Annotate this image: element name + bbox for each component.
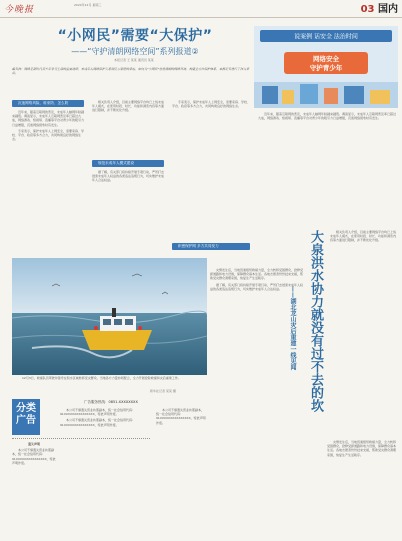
masthead bbox=[0, 0, 402, 18]
article-column-1 bbox=[12, 110, 86, 256]
article-byline: 本报记者 王 某某 通讯员 某某 bbox=[114, 58, 154, 62]
article-paragraph: 专家表示，保护未成年人上网安全，需要家庭、学校、平台、政府等多方合力，共同构建良好的网络生态。 bbox=[12, 128, 85, 142]
feature-headline-banner bbox=[307, 230, 323, 430]
section-name: 国内 bbox=[378, 4, 398, 15]
article-title-block bbox=[40, 25, 230, 57]
feature-column-2 bbox=[327, 440, 398, 540]
ad-listings bbox=[60, 408, 152, 540]
photo-credit: 新华社记者 某某 摄 bbox=[150, 389, 176, 393]
classified-ads-label bbox=[12, 399, 40, 435]
promo-line-2: 守护青少年 bbox=[309, 64, 343, 72]
article-paragraph: 专家表示，保护未成年人上网安全，需要家庭、学校、平台、政府等多方合力，共同构建良好的网络生态。 bbox=[172, 100, 251, 109]
section-number: 03 bbox=[360, 4, 375, 15]
promo-line-1: 网络安全 bbox=[313, 55, 339, 63]
issue-meta: 2024年12月 星期三 bbox=[74, 3, 102, 7]
article-title: “小网民”需要“大保护” bbox=[57, 28, 213, 44]
article-column-2 bbox=[92, 100, 166, 156]
rescue-boat-photo bbox=[12, 258, 207, 375]
ad-listings-2 bbox=[156, 408, 206, 540]
article-column-3 bbox=[172, 100, 252, 240]
ads-label-bottom: 广告 bbox=[16, 415, 36, 426]
feature-column-3 bbox=[330, 230, 398, 438]
ad-listing: 本公司不慎遗失营业执照副本，统一社会信用代码：91XXXXXXXXXXXXXXX，特此声明作废。 bbox=[60, 418, 136, 427]
subhead-2: 规范未成年人模式建设 bbox=[92, 160, 164, 167]
newspaper-logo: 今晚报 bbox=[4, 5, 35, 15]
article-lead: 编者按：网络是新时代青少年学习生活的重要场所，未成年人网络保护关系到亿万家庭的幸福，如何为“小网民”营造清朗的网络环境，构建全方位保护体系，本报记者进行了深入采访。 bbox=[12, 67, 250, 75]
ads-phone: 广告服务热线：0851-XXXXXXXX bbox=[84, 400, 138, 404]
article-paragraph: 相关负责人介绍，目前主要网络平台均已上线未成年人模式，在使用时段、时长、功能和浏览内容等方面进行限制，并不断优化升级。 bbox=[92, 100, 165, 113]
article-column-4 bbox=[258, 112, 398, 224]
section-label bbox=[361, 0, 398, 15]
ad-listing: 本公司不慎遗失营业执照副本，统一社会信用代码：91XXXXXXXXXXXXXXX，特此声明作废。 bbox=[156, 408, 206, 425]
ad-notice-title: 遗失声明 bbox=[27, 442, 40, 446]
ad-listing: 本公司不慎遗失营业执照副本，统一社会信用代码：91XXXXXXXXXXXXXXX，特此声明作废。 bbox=[60, 408, 136, 417]
feature-paragraph: 灾情发生后，当地迅速组织救援力量，全力转移受困群众，抢修受损道路和电力设施，保障群众基本生活。各地志愿者纷纷赶来支援，帮助受灾群众清理家园，恢复生产生活秩序。 bbox=[327, 440, 397, 457]
feature-subheadline: ——湖北龙山灾后重建一线见闻 bbox=[289, 286, 296, 370]
article-column-2b bbox=[92, 170, 166, 256]
feature-paragraph: 相关负责人介绍，目前主要网络平台均已上线未成年人模式，在使用时段、时长、功能和浏览内容等方面进行限制，并不断优化升级。 bbox=[330, 230, 397, 243]
article-paragraph: 据了解，有关部门将持续开展专项行动，严厉打击侵害未成年人权益的各类违法违规行为，切实维护未成年人合法权益。 bbox=[92, 170, 165, 183]
feature-headline: 大泉洪水协力就没有过不去的坎 bbox=[308, 230, 323, 412]
ads-label-top: 分类 bbox=[16, 403, 36, 414]
article-paragraph: 近年来，随着互联网的普及，未成年人触网年龄越来越低。调查显示，未成年人互联网普及率已超过九成，网络游戏、短视频、直播等平台对青少年的吸引力日益增强，沉迷网络现象时有发生。 bbox=[258, 112, 397, 121]
feature-paragraph: 灾情发生后，当地迅速组织救援力量，全力转移受困群众，抢修受损道路和电力设施，保障群众基本生活。各地志愿者纷纷赶来支援，帮助受灾群众清理家园，恢复生产生活秩序。 bbox=[210, 268, 304, 281]
ad-notice-body: 本公司不慎遗失营业执照副本，统一社会信用代码：91XXXXXXXXXXXXXXX，特此声明作废。 bbox=[12, 448, 56, 465]
article-subtitle: ——“守护清朗网络空间”系列报道② bbox=[71, 47, 199, 56]
promo-graphic bbox=[254, 26, 398, 108]
article-paragraph: 近年来，随着互联网的普及，未成年人触网年龄越来越低。调查显示，未成年人互联网普及率已超过九成，网络游戏、短视频、直播等平台对青少年的吸引力日益增强，沉迷网络现象时有发生。 bbox=[12, 110, 85, 127]
ad-notice bbox=[12, 442, 56, 540]
promo-illustration bbox=[254, 26, 398, 108]
subhead-1: 沉迷网络风险，谁来防、怎么防 bbox=[12, 100, 84, 107]
promo-title: 说案例 话安全 法治时间 bbox=[294, 33, 358, 41]
subhead-3: 织密保护网 多方共同发力 bbox=[172, 243, 250, 250]
photo-caption: 12月3日，救援队员驾驶冲锋舟在积水区域转移受灾群众。当地各方力量协同配合，全力开展抢险救援和灾后重建工作。 bbox=[22, 376, 181, 380]
feature-paragraph: 据了解，有关部门将持续开展专项行动，严厉打击侵害未成年人权益的各类违法违规行为，切实维护未成年人合法权益。 bbox=[210, 282, 304, 291]
photo-illustration bbox=[12, 258, 207, 375]
